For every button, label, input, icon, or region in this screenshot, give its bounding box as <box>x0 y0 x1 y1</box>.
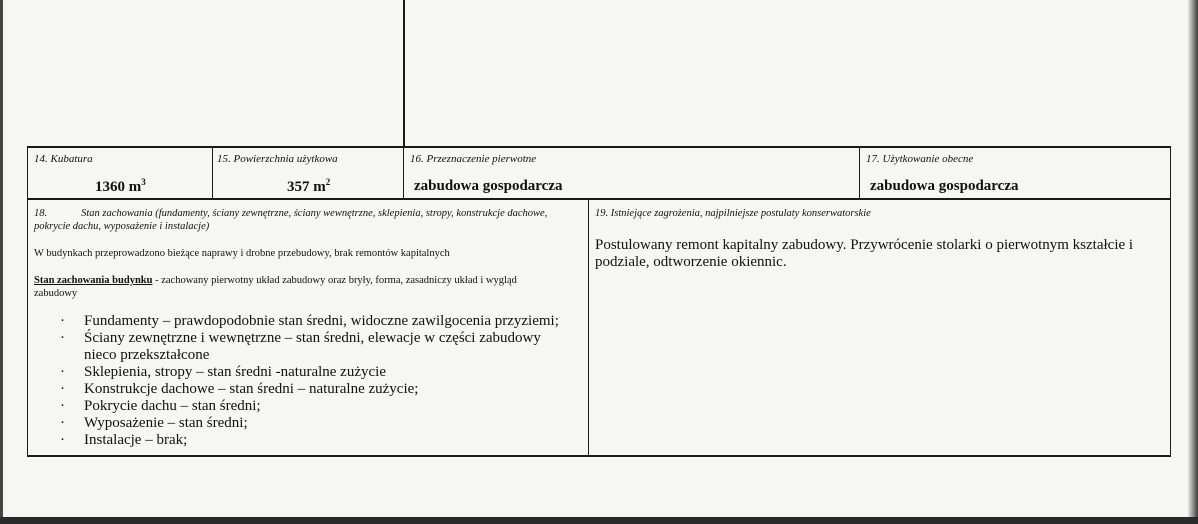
list-item: · Instalacje – brak; <box>60 432 188 448</box>
divider-18-19 <box>588 198 589 456</box>
condition-list <box>60 313 586 449</box>
section19-text <box>595 237 1167 271</box>
table-bottom-border <box>27 455 1171 457</box>
divider-16-17 <box>859 146 860 199</box>
upper-vertical-divider <box>403 0 405 147</box>
powierzchnia-value: 357 $m^2$ <box>287 177 331 195</box>
section18-label <box>34 207 584 233</box>
state-text-line2: zabudowy <box>34 288 78 299</box>
section18-number: 18. <box>34 208 48 219</box>
przeznaczenie-label: 16. Przeznaczenie pierwotne <box>410 153 537 165</box>
table-top-border <box>27 146 1171 148</box>
scan-edge-bottom <box>0 517 1198 524</box>
list-item: · Wyposażenie – stan średni; <box>60 415 248 431</box>
list-item: · Fundamenty – prawdopodobnie stan średni, widoczne zawilgocenia przyziemi; <box>60 313 559 329</box>
row1-bottom-border <box>27 198 1171 200</box>
section19-label: 19. Istniejące zagrożenia, najpilniejsze postulaty konserwatorskie <box>595 208 871 219</box>
powierzchnia-label: 15. Powierzchnia użytkowa <box>217 153 338 165</box>
scan-edge-left <box>0 0 3 524</box>
divider-15-16 <box>403 146 404 199</box>
section18-note: W budynkach przeprowadzono bieżące naprawy i drobne przebudowy, brak remontów kapitalnych <box>34 248 450 259</box>
list-item: · Sklepienia, stropy – stan średni -naturalne zużycie <box>60 364 386 380</box>
kubatura-value: 1360 $m^3$ <box>95 177 146 195</box>
section19-line2: podziale, odtworzenie okiennic. <box>595 254 787 270</box>
scan-edge-right <box>1188 0 1198 524</box>
state-heading: Stan zachowania budynku <box>34 275 153 286</box>
list-item: · Ściany zewnętrzne i wewnętrzne – stan średni, elewacje w części zabudowy <box>60 330 541 346</box>
kubatura-label: 14. Kubatura <box>34 153 93 165</box>
section18-state <box>34 274 586 300</box>
divider-14-15 <box>212 146 213 199</box>
list-item: · Pokrycie dachu – stan średni; <box>60 398 261 414</box>
state-text: - zachowany pierwotny układ zabudowy oraz bryły, forma, zasadniczy układ i wygląd <box>152 275 517 286</box>
table-right-border <box>1170 146 1171 456</box>
przeznaczenie-value: zabudowa gospodarcza <box>414 178 563 194</box>
section18-label-rest: Stan zachowania (fundamenty, ściany zewnętrzne, ściany wewnętrzne, sklepienia, stropy, konstrukcje dachowe, <box>81 208 548 219</box>
list-item-continuation: nieco przekształcone <box>84 347 210 363</box>
uzytkowanie-value: zabudowa gospodarcza <box>870 178 1019 194</box>
uzytkowanie-label: 17. Użytkowanie obecne <box>866 153 974 165</box>
section18-label-line2: pokrycie dachu, wyposażenie i instalacje) <box>34 221 210 232</box>
table-left-border <box>27 146 28 456</box>
list-item: · Konstrukcje dachowe – stan średni – naturalne zużycie; <box>60 381 419 397</box>
section19-line1: Postulowany remont kapitalny zabudowy. Przywrócenie stolarki o pierwotnym kształcie i <box>595 237 1134 253</box>
